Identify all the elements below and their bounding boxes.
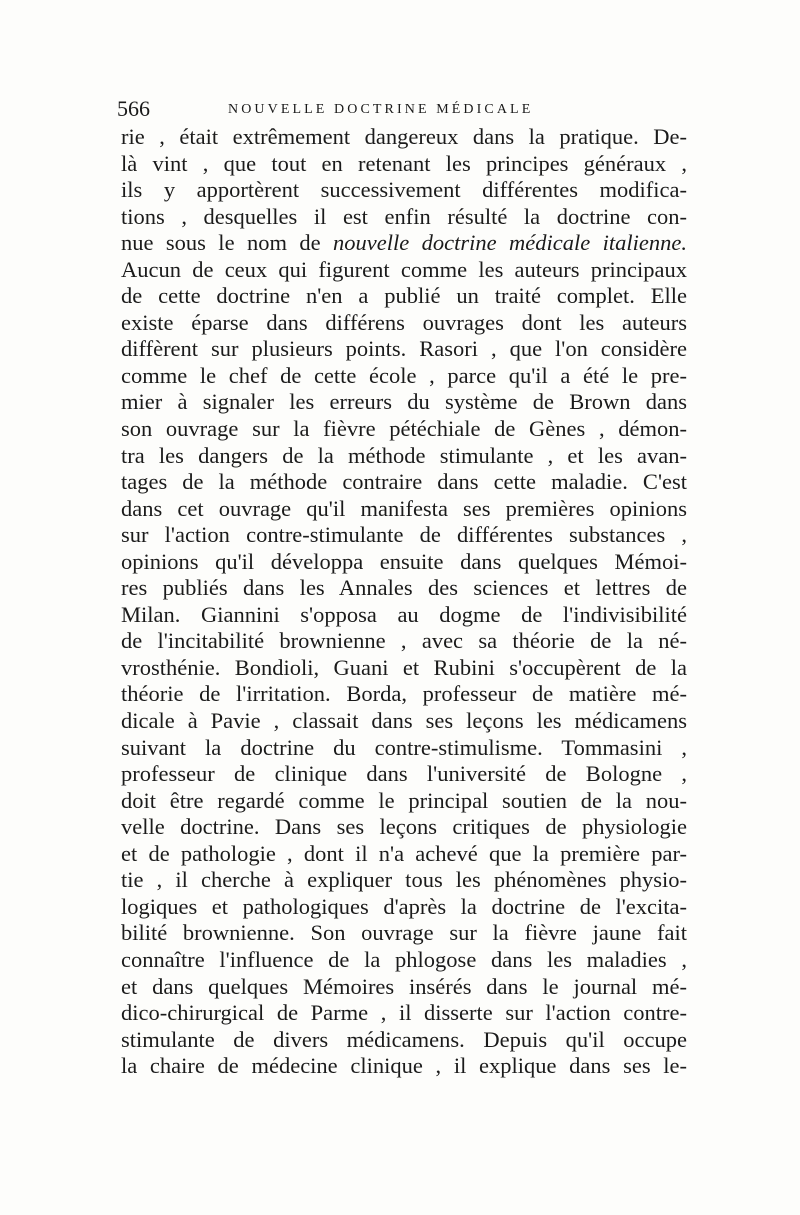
text-line: dicale à Pavie , classait dans ses leçons les médicamens xyxy=(121,708,687,734)
text-line: dans cet ouvrage qu'il manifesta ses premières opinions xyxy=(121,495,687,521)
text-line: de l'incitabilité brownienne , avec sa théorie de la né- xyxy=(121,628,687,654)
text-line: professeur de clinique dans l'université de Bologne , xyxy=(121,761,687,787)
italic-title: nouvelle doctrine médicale italienne. xyxy=(333,230,687,256)
text-line: et de pathologie , dont il n'a achevé que la première par- xyxy=(121,840,687,866)
text-line: et dans quelques Mémoires insérés dans le journal mé- xyxy=(121,973,687,999)
text-segment: nue sous le nom de xyxy=(121,230,334,256)
text-line: tra les dangers de la méthode stimulante , et les avan- xyxy=(121,442,687,468)
text-line: opinions qu'il développa ensuite dans quelques Mémoi- xyxy=(121,548,687,574)
text-line: ils y apportèrent successivement différentes modifica- xyxy=(121,177,687,203)
text-line: comme le chef de cette école , parce qu'il a été le pre- xyxy=(121,362,687,388)
text-line: doit être regardé comme le principal soutien de la nou- xyxy=(121,787,687,813)
text-line: sur l'action contre-stimulante de différentes substances , xyxy=(121,522,687,548)
text-line: son ouvrage sur la fièvre pétéchiale de Gènes , démon- xyxy=(121,416,687,442)
running-title: NOUVELLE DOCTRINE MÉDICALE xyxy=(228,102,534,117)
text-line: existe éparse dans différens ouvrages dont les auteurs xyxy=(121,309,687,335)
page-number: 566 xyxy=(117,96,150,121)
text-line: connaître l'influence de la phlogose dans les maladies , xyxy=(121,946,687,972)
text-line: bilité brownienne. Son ouvrage sur la fièvre jaune fait xyxy=(121,920,687,946)
text-line: diffèrent sur plusieurs points. Rasori , que l'on considère xyxy=(121,336,687,362)
text-line: tages de la méthode contraire dans cette maladie. C'est xyxy=(121,469,687,495)
text-line: res publiés dans les Annales des sciences et lettres de xyxy=(121,575,687,601)
page-header xyxy=(117,96,687,122)
text-line: suivant la doctrine du contre-stimulisme. Tommasini , xyxy=(121,734,687,760)
text-line: rie , était extrêmement dangereux dans la pratique. De- xyxy=(121,124,687,149)
text-line: là vint , que tout en retenant les principes généraux , xyxy=(121,150,687,176)
text-line: logiques et pathologiques d'après la doctrine de l'excita- xyxy=(121,893,687,919)
text-line: tions , desquelles il est enfin résulté la doctrine con- xyxy=(121,203,687,229)
text-line-with-italic xyxy=(121,230,687,257)
text-line: Milan. Giannini s'opposa au dogme de l'indivisibilité xyxy=(121,601,687,627)
text-line: mier à signaler les erreurs du système de Brown dans xyxy=(121,389,687,415)
text-line: Aucun de ceux qui figurent comme les auteurs principaux xyxy=(121,256,687,282)
text-line: théorie de l'irritation. Borda, professeur de matière mé- xyxy=(121,681,687,707)
text-line: de cette doctrine n'en a publié un traité complet. Elle xyxy=(121,283,687,309)
body-text xyxy=(121,124,687,1080)
text-line: la chaire de médecine clinique , il explique dans ses le- xyxy=(121,1053,687,1079)
text-line: tie , il cherche à expliquer tous les phénomènes physio- xyxy=(121,867,687,893)
text-line: stimulante de divers médicamens. Depuis qu'il occupe xyxy=(121,1026,687,1052)
text-line: dico-chirurgical de Parme , il disserte sur l'action contre- xyxy=(121,1000,687,1026)
text-line: velle doctrine. Dans ses leçons critiques de physiologie xyxy=(121,814,687,840)
text-line: vrosthénie. Bondioli, Guani et Rubini s'occupèrent de la xyxy=(121,654,687,680)
